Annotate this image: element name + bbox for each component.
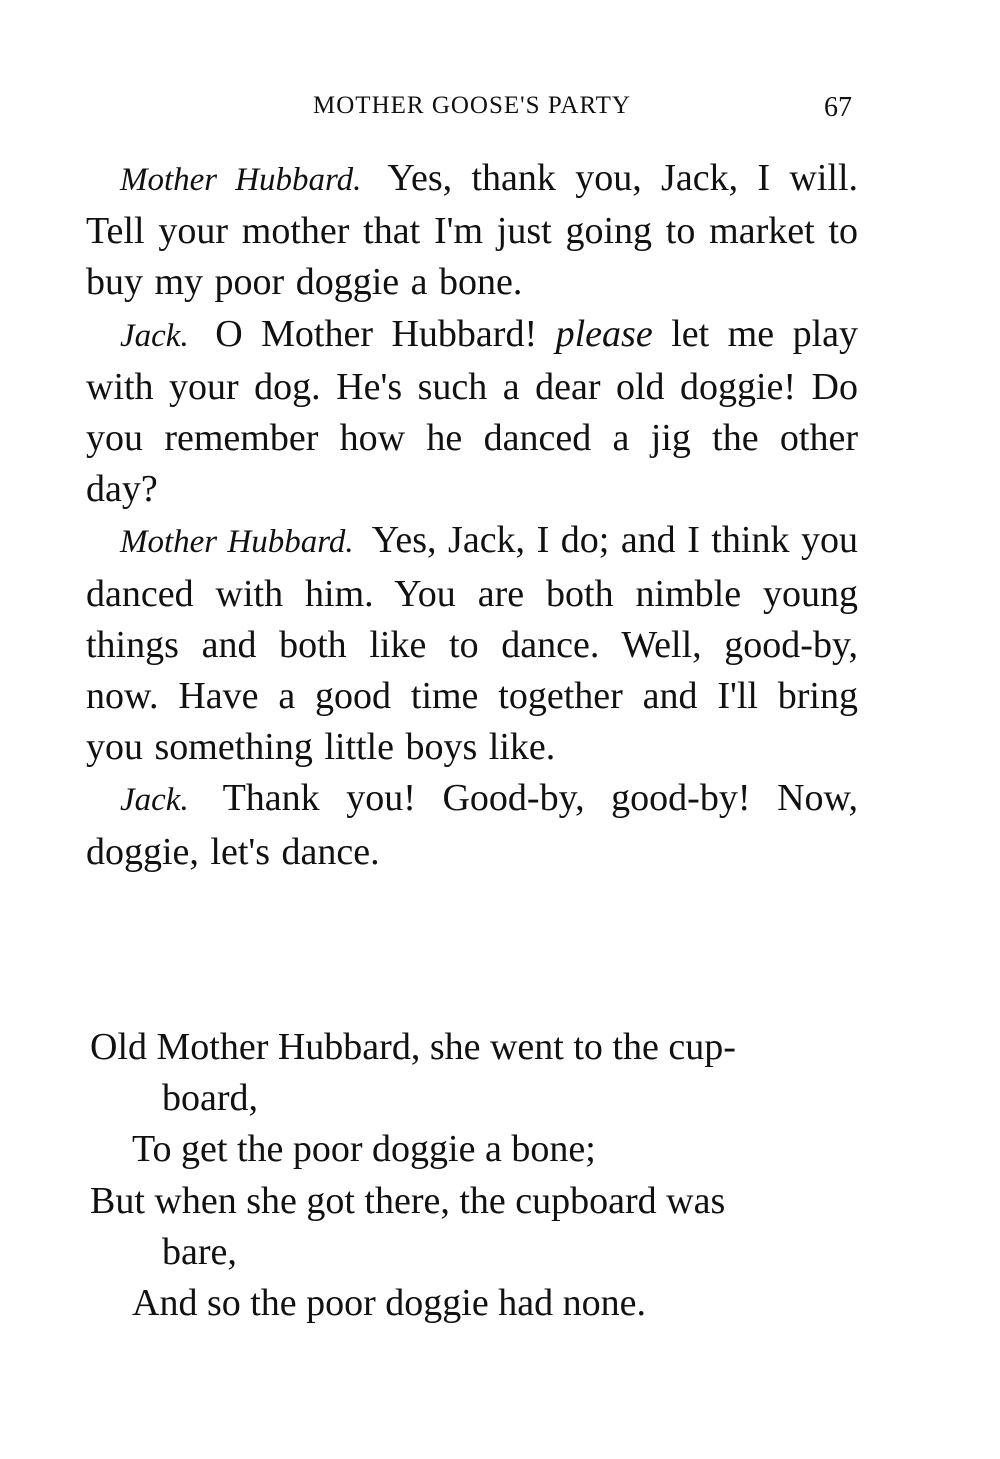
dialogue-text (86, 153, 858, 878)
verse-line: But when she got there, the cupboard was (90, 1179, 726, 1222)
speaker-name: Mother Hubbard. (120, 524, 354, 561)
verse-line: And so the poor doggie had none. (132, 1282, 646, 1325)
running-title: MOTHER GOOSE'S PARTY (313, 92, 631, 119)
emphasized-word: please (555, 312, 653, 355)
speaker-name: Jack. (120, 317, 189, 354)
nursery-rhyme (86, 1022, 858, 1329)
page-number: 67 (824, 92, 852, 123)
speaker-name: Jack. (120, 782, 189, 819)
dialogue-paragraph (86, 309, 858, 516)
speech-text: let me play with your dog. He's such a dear old doggie! Do you remember how he danced a jig the other day? (86, 312, 859, 511)
speech-text: O Mother Hubbard! (215, 312, 538, 355)
verse-line: bare, (162, 1230, 237, 1273)
dialogue-paragraph (86, 773, 858, 877)
speech-text: Yes, Jack, I do; and I think you danced with him. You are both nimble young things and both like to dance. Well, good-by, now. Have a good time together and I'll bring you something little boys like. (86, 519, 858, 769)
verse-line: To get the poor doggie a bone; (132, 1128, 596, 1171)
speech-text: Thank you! Good-by, good-by! Now, doggie, let's dance. (86, 777, 858, 873)
running-head (86, 92, 858, 132)
dialogue-paragraph (86, 515, 858, 773)
speech-text: Yes, thank you, Jack, I will. Tell your mother that I'm just going to market to buy my poor doggie a bone. (86, 157, 858, 304)
dialogue-paragraph (86, 153, 858, 309)
verse-line: Old Mother Hubbard, she went to the cup- (90, 1026, 736, 1068)
verse-line: board, (162, 1077, 259, 1120)
speaker-name: Mother Hubbard. (120, 162, 362, 198)
